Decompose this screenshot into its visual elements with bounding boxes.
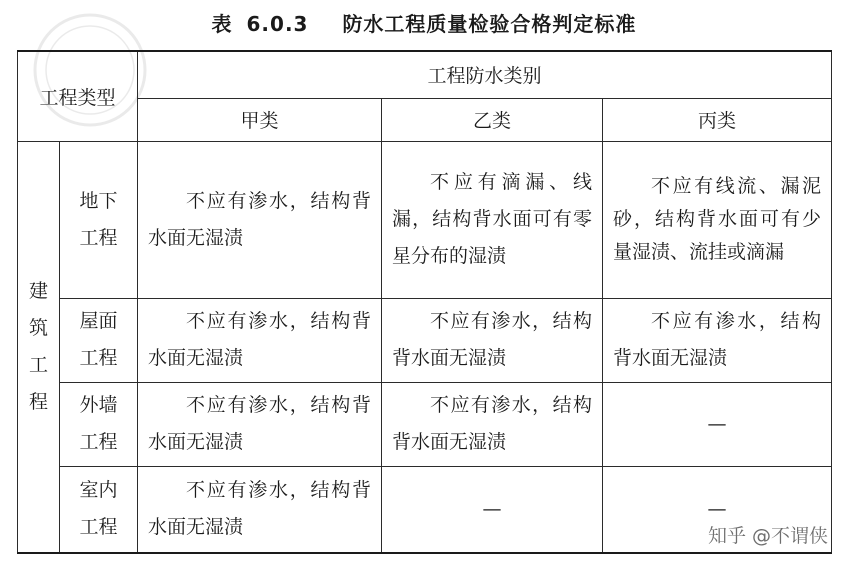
header-row-2 — [18, 98, 832, 141]
row-label-line: 工程 — [79, 347, 118, 369]
table-cell-empty: — — [603, 382, 832, 466]
table-number: 6.0.3 — [246, 12, 309, 36]
table-cell-empty: — — [603, 466, 832, 553]
side-group-char: 程 — [28, 390, 48, 413]
table-cell-empty: — — [382, 466, 603, 553]
side-group-char: 工 — [28, 353, 48, 376]
table-cell: 不应有渗水，结构背水面无湿渍 — [138, 298, 382, 382]
column-header-a: 甲类 — [138, 98, 382, 141]
row-label-line: 外墙 — [79, 394, 118, 416]
table-cell: 不应有渗水，结构背水面无湿渍 — [138, 382, 382, 466]
table-title — [0, 8, 848, 37]
corner-header: 工程类型 — [18, 51, 138, 141]
table-cell: 不应有渗水，结构背水面无湿渍 — [603, 298, 832, 382]
column-header-b: 乙类 — [382, 98, 603, 141]
row-label-line: 地下 — [79, 189, 118, 212]
side-group-char: 筑 — [28, 316, 48, 339]
row-label-line: 室内 — [79, 479, 118, 502]
table-cell: 不应有渗水，结构背水面无湿渍 — [138, 466, 382, 553]
table-cell: 不应有线流、漏泥砂，结构背水面可有少量湿渍、流挂或滴漏 — [603, 141, 832, 298]
row-label-line: 屋面 — [79, 310, 118, 332]
table-title-prefix: 表 — [211, 12, 233, 36]
table-cell: 不应有渗水，结构背水面无湿渍 — [382, 382, 603, 466]
table-cell: 不应有渗水，结构背水面无湿渍 — [382, 298, 603, 382]
table-row — [18, 141, 832, 298]
column-header-c: 丙类 — [603, 98, 832, 141]
row-label — [60, 298, 138, 382]
row-label-line: 工程 — [79, 431, 118, 453]
side-group-label — [18, 141, 60, 553]
table-cell: 不应有滴漏、线漏，结构背水面可有零星分布的湿渍 — [382, 141, 603, 298]
table-title-text: 防水工程质量检验合格判定标准 — [342, 12, 637, 36]
row-label — [60, 141, 138, 298]
table-cell: 不应有渗水，结构背水面无湿渍 — [138, 141, 382, 298]
table-row — [18, 298, 832, 382]
row-label — [60, 466, 138, 553]
standards-table — [17, 50, 832, 554]
side-group-char: 建 — [28, 279, 48, 302]
row-label-line: 工程 — [79, 516, 118, 539]
source-watermark: 知乎 @不谓侠 — [707, 525, 828, 547]
row-label — [60, 382, 138, 466]
table-row — [18, 382, 832, 466]
group-header: 工程防水类别 — [138, 51, 832, 98]
row-label-line: 工程 — [79, 226, 118, 249]
header-row-1 — [18, 51, 832, 98]
